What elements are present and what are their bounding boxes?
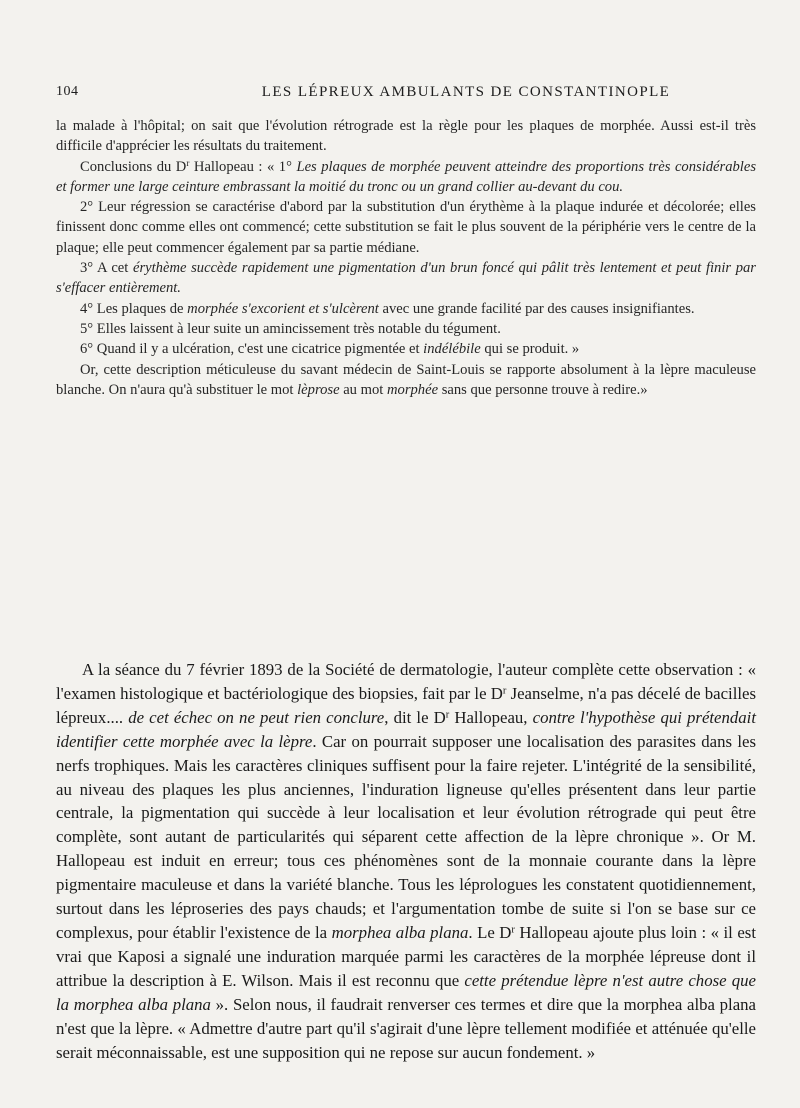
quote-conclusion-5: 5° Elles laissent à leur suite un amincissement très notable du tégument.: [80, 320, 501, 337]
page-number: 104: [56, 84, 79, 99]
quote-conclusion-2: 2° Leur régression se caractérise d'abord par la substitution d'un érythème à la plaque indurée et décolorée; elles finissent donc comme elles ont commencé; cette substitution se fait le plus souvent de la périphérie vers le centre de la plaque; elle peut commencer également par sa partie médiane.: [56, 199, 756, 256]
quote-paragraph-intro: la malade à l'hôpital; on sait que l'évolution rétrograde est la règle pour les plaques de morphée. Aussi est-il très difficile d'apprécier les résultats du traitement.: [56, 118, 756, 155]
page-header: [56, 84, 756, 104]
running-title: LES LÉPREUX AMBULANTS DE CONSTANTINOPLE: [261, 84, 671, 100]
main-text: [56, 658, 756, 1064]
quoted-observation: [56, 116, 756, 400]
quote-conclusion-1: Conclusions du $D^r$ Hallopeau : « 1° Les plaques de morphée peuvent atteindre des proportions très considérables et former une large ceinture embrassant la moitié du tronc ou un grand collier au-devant du cou.: [56, 157, 757, 195]
quote-conclusion-6: 6° Quand il y a ulcération, c'est une cicatrice pigmentée et indélébile qui se produit. »: [80, 341, 580, 358]
quote-conclusion-4: 4° Les plaques de morphée s'excorient et s'ulcèrent avec une grande facilité par des causes insignifiantes.: [80, 300, 695, 317]
quote-conclusion-3: 3° A cet érythème succède rapidement une pigmentation d'un brun foncé qui pâlit très lentement et peut finir par s'effacer entièrement.: [56, 260, 756, 297]
main-paragraph: A la séance du 7 février 1893 de la Société de dermatologie, l'auteur complète cette observation : « l'examen histologique et bactériologique des biopsies, fait par le $D^r$ Jeanselme, n'a pas décelé de bacilles lépreux.... de cet échec on ne peut rien conclure, dit le $D^r$ Hallopeau, contre l'hypothèse qui prétendait identifier cette morphée avec la lèpre. Car on pourrait supposer une localisation des parasites dans les nerfs trophiques. Mais les caractères cliniques suffisent pour la faire rejeter. L'intégrité de la sensibilité, au niveau des plaques les plus anciennes, l'induration ligneuse qu'elles présentent dans leur partie centrale, la pigmentation qui succède à leur localisation et leur évolution rétrograde qui peut être complète, sont autant de particularités qui séparent cette affection de la lèpre chronique ». Or M. Hallopeau est induit en erreur; tous ces phénomènes sont de la monnaie courante dans la lèpre pigmentaire maculeuse et dans la variété blanche. Tous les léprologues les constatent quotidiennement, surtout dans les léproseries des pays chauds; et l'argumentation tombe de suite si l'on se base sur ce complexus, pour établir l'existence de la morphea alba plana. Le $D^r$ Hallopeau ajoute plus loin : « il est vrai que Kaposi a signalé une induration marquée parmi les caractères de la morphée lépreuse dont il attribue la description à E. Wilson. Mais il est reconnu que cette prétendue lèpre n'est autre chose que la morphea alba plana ». Selon nous, il faudrait renverser ces termes et dire que la morphea alba plana n'est que la lèpre. « Admettre d'autre part qu'il s'agirait d'une lèpre tellement modifiée et atténuée qu'elle serait méconnaissable, est une supposition qui ne repose sur aucun fondement. »: [56, 660, 757, 1062]
quote-commentary: Or, cette description méticuleuse du savant médecin de Saint-Louis se rapporte absolument à la lèpre maculeuse blanche. On n'aura qu'à substituer le mot lèprose au mot morphée sans que personne trouve à redire.»: [56, 361, 756, 398]
